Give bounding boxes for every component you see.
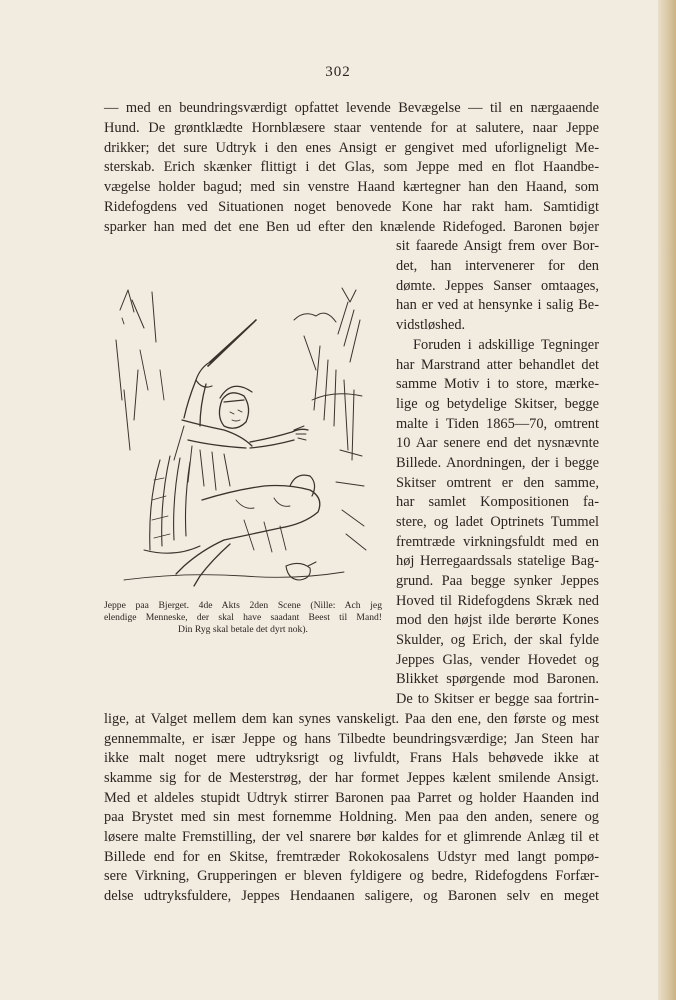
figure-caption: elendige Menneske, der skal have saadant Beest til Mand! <box>104 612 382 623</box>
page-edge <box>658 0 676 1000</box>
text-line: Med et aldeles stupidt Udtryk stirrer Baronen paa Parret og holder Haanden ind <box>104 790 599 806</box>
text-line: løsere malte Fremstilling, der vel snarere bør kaldes for et glimrende Anlæg til et <box>104 829 599 845</box>
text-line: det, han intervenerer for den <box>396 258 599 274</box>
text-line: samme Motiv i to store, mærke- <box>396 376 599 392</box>
text-line: stere, og ladet Optrinets Tummel <box>396 514 599 530</box>
text-line: — med en beundringsværdigt opfattet levende Bevægelse — til en nærgaaende <box>104 100 599 116</box>
text-line: Skulder, og Erich, der skal fylde <box>396 632 599 648</box>
text-line: sere Virkning, Grupperingen er bleven fyldigere og bedre, Ridefogdens Forfær- <box>104 868 599 884</box>
figure-caption: Din Ryg skal betale det dyrt nok). <box>178 624 308 635</box>
text-line: høj Herregaardssals statelige Bag- <box>396 553 599 569</box>
text-line: 10 Aar senere end det nysnævnte <box>396 435 599 451</box>
text-line: dømte. Jeppes Sanser omtaages, <box>396 278 599 294</box>
text-line: skamme sig for de Mesterstrøg, der har formet Jeppes kælent smilende Ansigt. <box>104 770 599 786</box>
text-line: grund. Paa begge synker Jeppes <box>396 573 599 589</box>
text-line: Ridefogdens ved Situationen noget benovede Kone har rakt ham. Samtidigt <box>104 199 599 215</box>
sketch-illustration <box>104 250 382 595</box>
text-line: han er ved at hensynke i salig Be- <box>396 297 599 313</box>
text-line: ikke malt noget mere udtryksrigt og livfuldt, Frans Hals behøvede ikke at <box>104 750 599 766</box>
text-line: vidstløshed. <box>396 317 466 333</box>
text-line: Foruden i adskillige Tegninger <box>413 337 599 353</box>
text-line: lige, at Valget mellem dem kan synes vanskeligt. Paa den ene, den første og mest <box>104 711 599 727</box>
text-line: Jeppes Glas, vender Hovedet og <box>396 652 599 668</box>
text-line: sterskab. Erich skænker flittigt i det Glas, som Jeppe med en flot Haandbe- <box>104 159 599 175</box>
text-line: Billede end for en Skitse, fremtræder Rokokosalens Udstyr med langt pompø- <box>104 849 599 865</box>
text-line: delse udtryksfuldere, Jeppes Hendaanen saligere, og Baronen selv en meget <box>104 888 599 904</box>
text-line: fremtræde virkningsfuldt med en <box>396 534 599 550</box>
text-line: sparker han med det ene Ben ud efter den knælende Ridefoged. Baronen bøjer <box>104 219 599 235</box>
text-line: paa Brystet med sin mest fornemme Holdning. Men paa den anden, senere og <box>104 809 599 825</box>
text-line: Hoved til Ridefogdens Skræk ned <box>396 593 599 609</box>
text-line: mod den højst ilde berørte Kones <box>396 612 599 628</box>
text-line: Billede. Anordningen, der i begge <box>396 455 599 471</box>
text-line: Skitser omtrent er den samme, <box>396 475 599 491</box>
text-line: lige og betydelige Skitser, begge <box>396 396 599 412</box>
text-line: malte i Tiden 1865—70, omtrent <box>396 416 599 432</box>
figure-caption: Jeppe paa Bjerget. 4de Akts 2den Scene (Nille: Ach jeg <box>104 600 382 611</box>
text-line: gennemmalte, er især Jeppe og hans Tilbedte beundringsværdige; Jan Steen har <box>104 731 599 747</box>
text-line: har samlet Kompositionen fa- <box>396 494 599 510</box>
text-line: Blikket spørgende mod Baronen. <box>396 671 599 687</box>
text-line: Hund. De grøntklædte Hornblæsere staar ventende for at salutere, naar Jeppe <box>104 120 599 136</box>
page-number: 302 <box>325 64 351 80</box>
text-line: sit faarede Ansigt frem over Bor- <box>396 238 599 254</box>
text-line: De to Skitser er begge saa fortrin- <box>396 691 599 707</box>
text-line: har Marstrand atter behandlet det <box>396 357 599 373</box>
text-line: vægelse holder bagud; med sin venstre Haand kærtegner han den Haand, som <box>104 179 599 195</box>
text-line: drikker; det sure Udtryk i den enes Ansigt er gengivet med uforligneligt Me- <box>104 140 599 156</box>
